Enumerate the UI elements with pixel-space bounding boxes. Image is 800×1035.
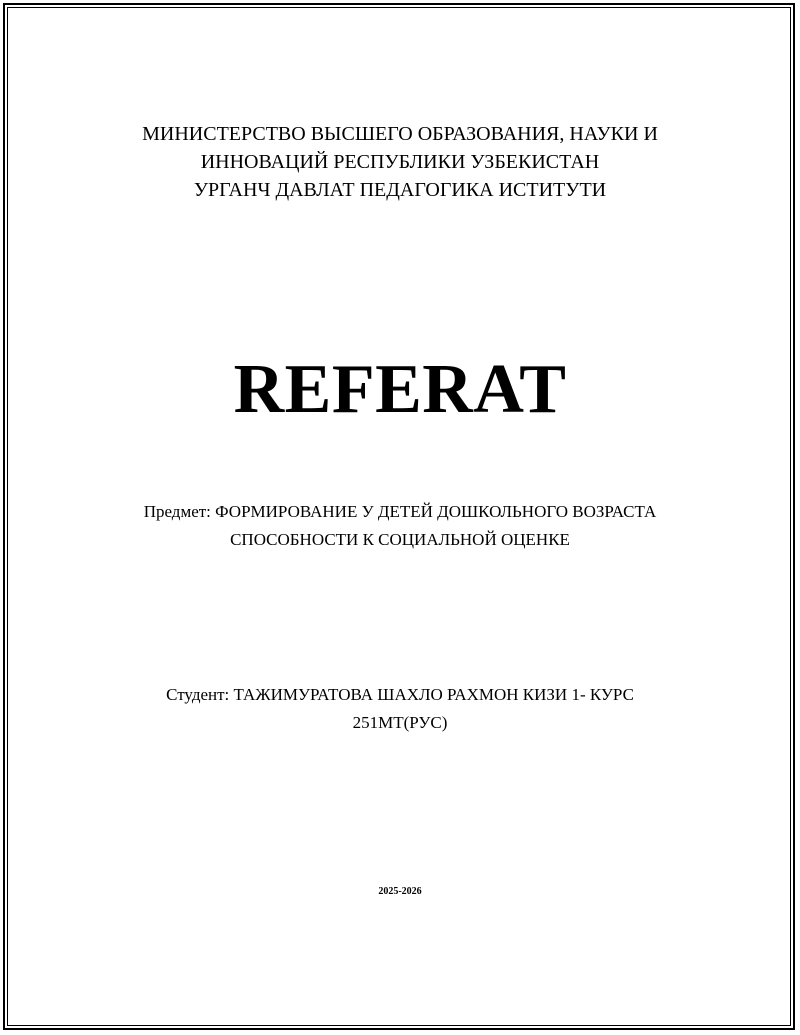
document-title: REFERAT: [233, 351, 567, 428]
subject-block: [0, 498, 800, 554]
institution-header: [0, 120, 800, 204]
subject-line-2: СПОСОБНОСТИ К СОЦИАЛЬНОЙ ОЦЕНКЕ: [230, 530, 570, 549]
header-line-3: УРГАНЧ ДАВЛАТ ПЕДАГОГИКА ИСТИТУТИ: [193, 179, 607, 201]
student-line-1: Студент: ТАЖИМУРАТОВА ШАХЛО РАХМОН КИЗИ 1- КУРС: [166, 685, 634, 704]
academic-year: 2025-2026: [378, 886, 422, 897]
header-line-2: ИННОВАЦИЙ РЕСПУБЛИКИ УЗБЕКИСТАН: [200, 151, 600, 173]
student-block: [0, 681, 800, 737]
subject-line-1: Предмет: ФОРМИРОВАНИЕ У ДЕТЕЙ ДОШКОЛЬНОГО ВОЗРАСТА: [143, 502, 657, 521]
student-line-2: 251МТ(РУС): [352, 713, 448, 732]
header-line-1: МИНИСТЕРСТВО ВЫСШЕГО ОБРАЗОВАНИЯ, НАУКИ И: [142, 123, 658, 145]
